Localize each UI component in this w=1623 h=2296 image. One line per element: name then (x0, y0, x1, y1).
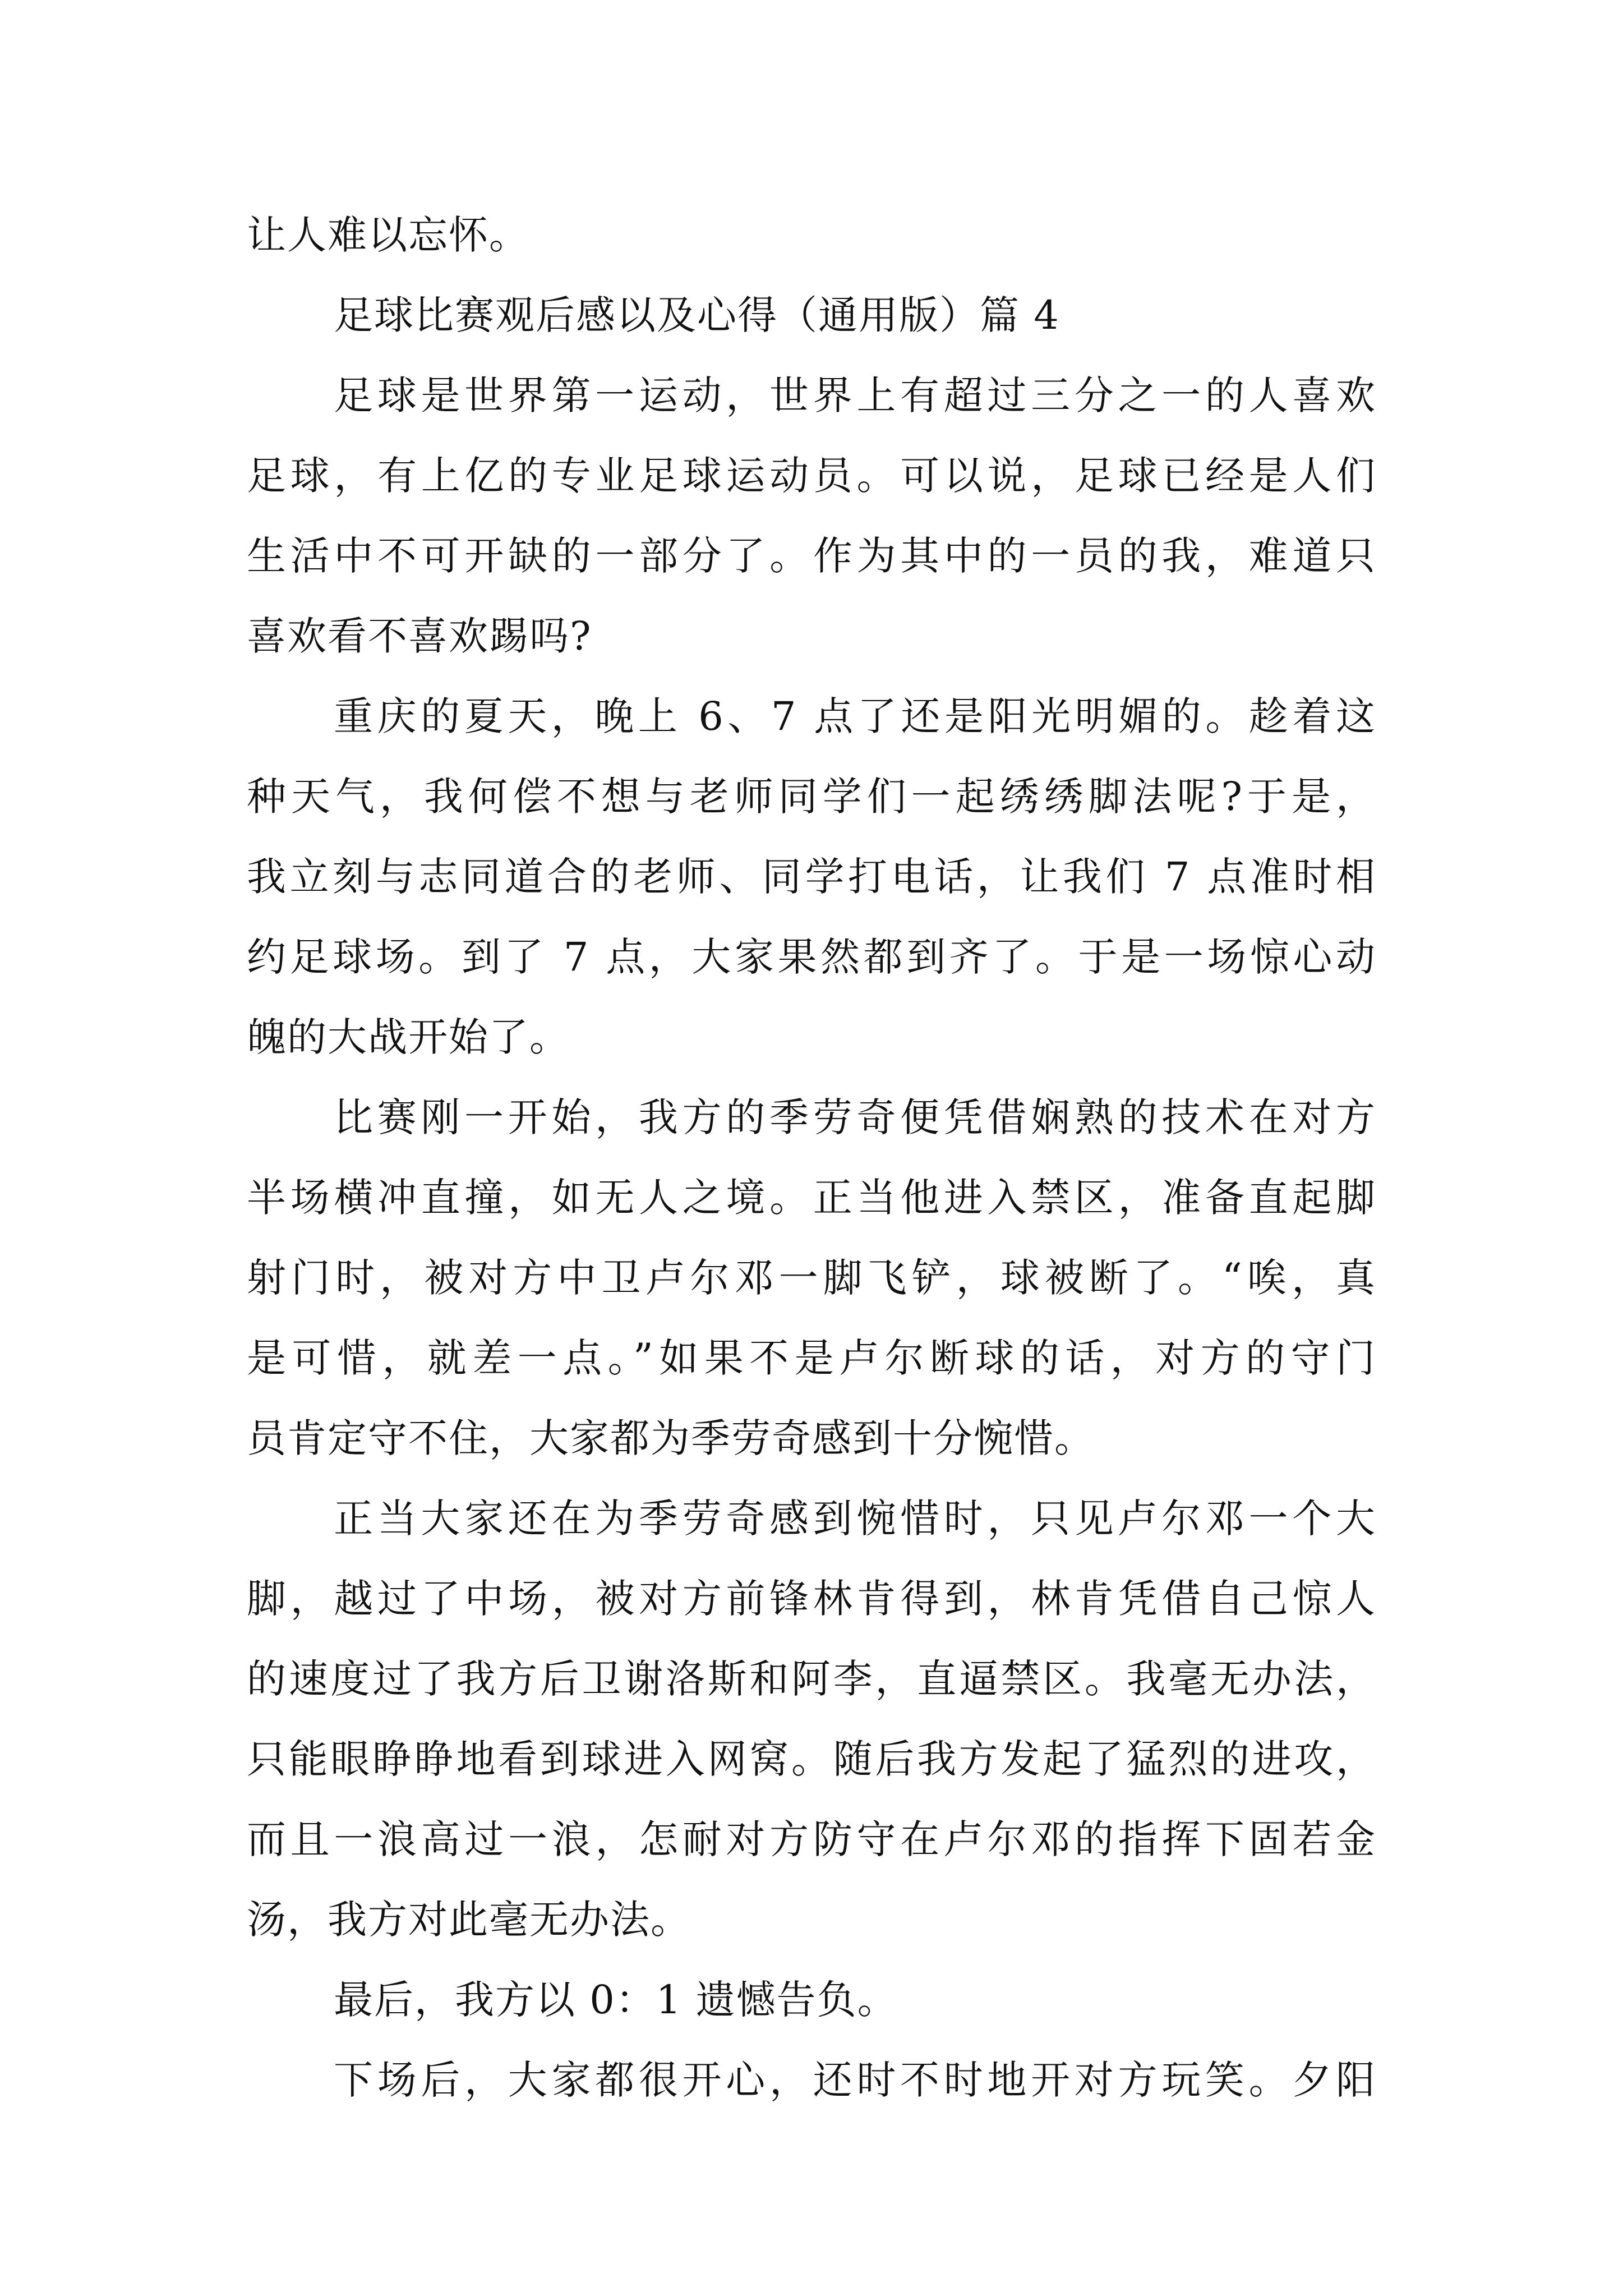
text-line: 最后，我方以 0：1 遗憾告负。 (334, 1977, 898, 2023)
text-line: 种天气，我何偿不想与老师同学们一起绣绣脚法呢?于是， (247, 774, 1376, 820)
text-line: 喜欢看不喜欢踢吗? (247, 613, 592, 659)
text-line: 射门时，被对方中卫卢尔邓一脚飞铲，球被断了。“唉，真 (247, 1255, 1376, 1301)
text-line: 的速度过了我方后卫谢洛斯和阿李，直逼禁区。我毫无办法， (247, 1656, 1376, 1702)
text-line: 足球，有上亿的专业足球运动员。可以说，足球已经是人们 (247, 453, 1376, 499)
text-line: 是可惜，就差一点。”如果不是卢尔断球的话，对方的守门 (247, 1335, 1376, 1381)
text-line: 重庆的夏天，晚上 6、7 点了还是阳光明媚的。趁着这 (334, 693, 1376, 739)
text-line: 足球是世界第一运动，世界上有超过三分之一的人喜欢 (334, 372, 1376, 418)
text-line: 而且一浪高过一浪，怎耐对方防守在卢尔邓的指挥下固若金 (247, 1816, 1376, 1862)
text-line: 生活中不可开缺的一部分了。作为其中的一员的我，难道只 (247, 533, 1376, 579)
text-line: 正当大家还在为季劳奇感到惋惜时，只见卢尔邓一个大 (334, 1496, 1376, 1542)
text-line: 下场后，大家都很开心，还时不时地开对方玩笑。夕阳 (334, 2057, 1376, 2103)
text-line: 魄的大战开始了。 (247, 1014, 570, 1060)
text-line: 我立刻与志同道合的老师、同学打电话，让我们 7 点准时相 (247, 854, 1376, 900)
text-line: 员肯定守不住，大家都为季劳奇感到十分惋惜。 (247, 1415, 1095, 1461)
document-body (247, 195, 1376, 2120)
text-line: 汤，我方对此毫无办法。 (247, 1897, 691, 1943)
section-heading: 足球比赛观后感以及心得（通用版）篇 4 (334, 292, 1060, 338)
text-line: 约足球场。到了 7 点，大家果然都到齐了。于是一场惊心动 (247, 934, 1376, 980)
text-line: 只能眼睁睁地看到球进入网窝。随后我方发起了猛烈的进攻， (247, 1736, 1376, 1782)
text-line: 半场横冲直撞，如无人之境。正当他进入禁区，准备直起脚 (247, 1175, 1376, 1221)
text-line: 脚，越过了中场，被对方前锋林肯得到，林肯凭借自己惊人 (247, 1576, 1376, 1622)
text-line: 让人难以忘怀。 (247, 212, 529, 258)
text-line: 比赛刚一开始，我方的季劳奇便凭借娴熟的技术在对方 (334, 1094, 1376, 1140)
